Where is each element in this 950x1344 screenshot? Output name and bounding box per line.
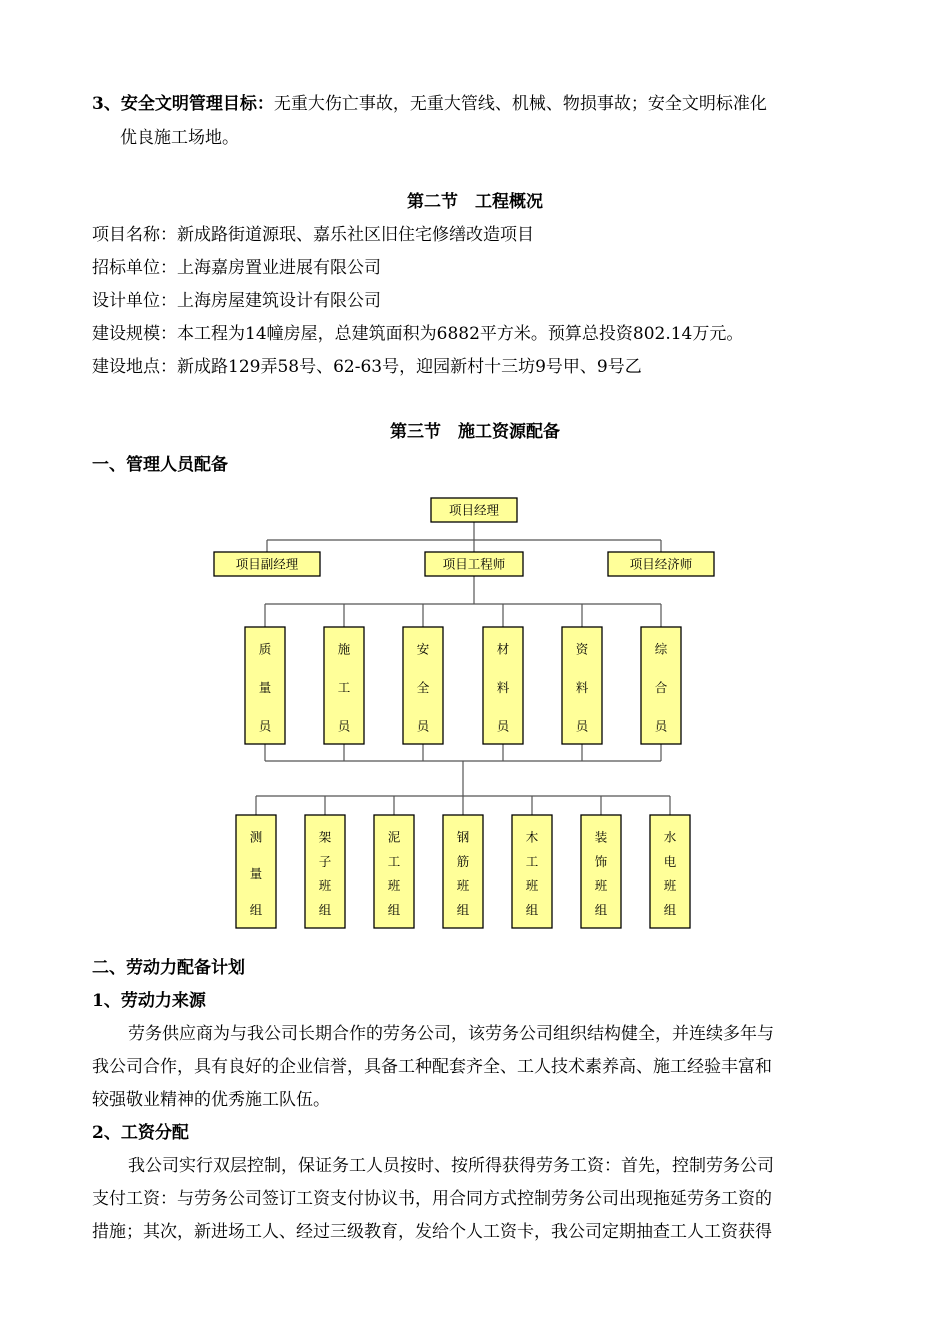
org-box-level3 [403,627,443,744]
org-box-level1 [431,498,517,522]
org-box-level4 [305,815,345,928]
wage-para-line1: 我公司实行双层控制，保证务工人员按时、按所得获得劳务工资：首先，控制劳务公司 [128,1156,774,1176]
design-unit: 设计单位：上海房屋建筑设计有限公司 [92,291,381,311]
org-box-level3 [641,627,681,744]
org-box-level3 [324,627,364,744]
org-box-level3 [245,627,285,744]
org-box-level4-label: 水电班组 [663,829,677,918]
org-box-level2-label: 项目副经理 [235,556,299,572]
labor-plan-heading: 二、劳动力配备计划 [92,958,245,978]
org-box-level4 [581,815,621,928]
org-box-level3-label: 资料员 [575,641,589,734]
section2-title: 第二节 工程概况 [407,192,543,212]
construction-scale: 建设规模：本工程为14幢房屋，总建筑面积为6882平方米。预算总投资802.14万元。 [92,324,744,344]
org-box-level3-label: 质量员 [258,641,272,734]
org-box-level3-label: 材料员 [496,641,510,734]
wage-para-line2: 支付工资：与劳务公司签订工资支付协议书，用合同方式控制劳务公司出现拖延劳务工资的 [92,1189,772,1209]
org-box-level4 [650,815,690,928]
org-box-level2-label: 项目工程师 [442,556,506,572]
labor-para1-line1: 劳务供应商为与我公司长期合作的劳务公司，该劳务公司组织结构健全，并连续多年与 [128,1024,774,1044]
org-box-level1-label: 项目经理 [448,502,500,518]
labor-source-heading: 1、劳动力来源 [92,991,206,1011]
org-box-level3 [483,627,523,744]
section3-title: 第三节 施工资源配备 [390,422,560,442]
org-box-level4 [443,815,483,928]
org-box-level4-label: 钢筋班组 [456,829,470,918]
org-box-level2-label: 项目经济师 [629,556,693,572]
org-box-level3 [562,627,602,744]
project-name: 项目名称：新成路街道源珉、嘉乐社区旧住宅修缮改造项目 [92,225,534,245]
safety-goal-text-cont: 优良施工场地。 [120,128,239,148]
org-box-level4-label: 架子班组 [318,829,332,918]
org-box-level4-label: 泥工班组 [387,829,401,918]
org-box-level3-label: 综合员 [654,641,668,734]
org-box-level4 [374,815,414,928]
safety-goal-line [92,92,767,116]
org-chart [0,490,950,940]
org-box-level2 [214,552,320,576]
wage-heading: 2、工资分配 [92,1123,189,1143]
labor-para1-line3: 较强敬业精神的优秀施工队伍。 [92,1090,330,1110]
management-staff-heading: 一、管理人员配备 [92,455,228,475]
org-box-level2 [425,552,523,576]
org-box-level4-label: 装饰班组 [594,829,608,918]
wage-para-line3: 措施；其次，新进场工人、经过三级教育，发给个人工资卡，我公司定期抽查工人工资获得 [92,1222,772,1242]
safety-goal-text: 无重大伤亡事故，无重大管线、机械、物损事故；安全文明标准化 [273,94,767,114]
labor-para1-line2: 我公司合作，具有良好的企业信誉，具备工种配套齐全、工人技术素养高、施工经验丰富和 [92,1057,772,1077]
org-box-level3-label: 安全员 [416,641,430,734]
org-box-level4 [236,815,276,928]
org-box-level2 [608,552,714,576]
org-chart-boxes [214,498,714,928]
construction-site: 建设地点：新成路129弄58号、62-63号，迎园新村十三坊9号甲、9号乙 [92,357,642,377]
tender-unit: 招标单位：上海嘉房置业进展有限公司 [92,258,381,278]
safety-goal-label: 3、安全文明管理目标： [92,94,274,114]
org-box-level4 [512,815,552,928]
org-box-level4-label: 测量组 [249,829,263,918]
org-box-level3-label: 施工员 [337,641,351,734]
org-box-level4-label: 木工班组 [525,829,539,918]
